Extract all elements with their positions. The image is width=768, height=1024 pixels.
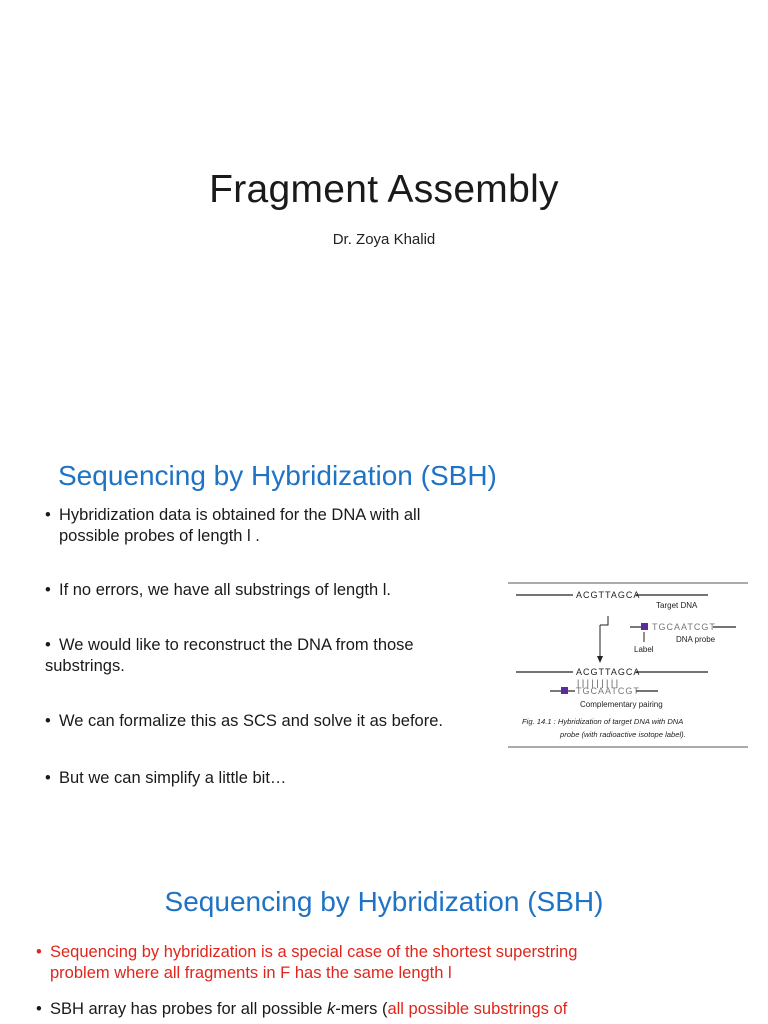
bullet-dot: • — [45, 712, 51, 730]
paired-probe-sequence: TGCAATCGT — [576, 686, 640, 696]
section-heading-2: Sequencing by Hybridization (SBH) — [164, 886, 604, 917]
bullet-dot: • — [45, 506, 51, 524]
arrow-head-icon — [597, 656, 603, 663]
bullet-k-italic: k — [326, 1000, 336, 1018]
bullet-dot: • — [45, 769, 51, 787]
bullet-text-cont: possible probes of length l . — [59, 527, 260, 545]
bullet-text-cont: problem where all fragments in F has the same length l — [50, 964, 452, 982]
paired-label-box-icon — [561, 687, 568, 694]
slide-title: Fragment Assembly — [209, 168, 559, 211]
label-caption: Label — [634, 645, 654, 654]
bullet-item — [45, 505, 515, 547]
bullet-dot: • — [36, 943, 42, 961]
bullet-item — [45, 768, 515, 789]
bullet-item — [36, 999, 756, 1020]
bullet-item — [45, 580, 515, 601]
pairing-label: Complementary pairing — [580, 700, 663, 709]
bullet-text: We can formalize this as SCS and solve it as before. — [59, 712, 443, 730]
section-heading: Sequencing by Hybridization (SBH) — [58, 460, 497, 491]
bullet-text-prefix: SBH array has probes for all possible — [50, 1000, 327, 1018]
bullet-text-red: all possible substrings of — [387, 1000, 568, 1018]
process-arrow — [600, 616, 608, 658]
probe-label: DNA probe — [676, 635, 716, 644]
hybridization-figure — [508, 580, 748, 750]
bullet-text-cont: substrings. — [45, 657, 125, 675]
bullet-text: We would like to reconstruct the DNA from those — [59, 636, 414, 654]
bullet-item — [45, 711, 515, 732]
pairing-marks: | | | | | | | | | — [577, 678, 619, 688]
bullet-dot: • — [36, 1000, 42, 1018]
label-box-icon — [641, 623, 648, 630]
bullet-text: But we can simplify a little bit… — [59, 769, 287, 787]
paired-target-sequence: ACGTTAGCA — [576, 667, 641, 677]
slide-author: Dr. Zoya Khalid — [332, 231, 436, 248]
bullet-text: Hybridization data is obtained for the DNA with all — [59, 506, 421, 524]
bullet-dot: • — [45, 581, 51, 599]
bullet-text: If no errors, we have all substrings of length l. — [59, 581, 391, 599]
bullet-item — [45, 635, 515, 677]
target-sequence: ACGTTAGCA — [576, 590, 641, 600]
bullet-dot: • — [45, 636, 51, 654]
bullet-text-mid: -mers ( — [335, 1000, 388, 1018]
bullet-text: Sequencing by hybridization is a special case of the shortest superstring — [50, 943, 578, 961]
figure-caption-line1: Fig. 14.1 : Hybridization of target DNA with DNA — [522, 717, 684, 726]
target-label: Target DNA — [656, 601, 698, 610]
figure-caption-line2: probe (with radioactive isotope label). — [560, 730, 686, 739]
hybridization-diagram — [508, 580, 748, 750]
probe-sequence: TGCAATCGT — [652, 622, 716, 632]
bullet-item-red — [36, 942, 756, 984]
